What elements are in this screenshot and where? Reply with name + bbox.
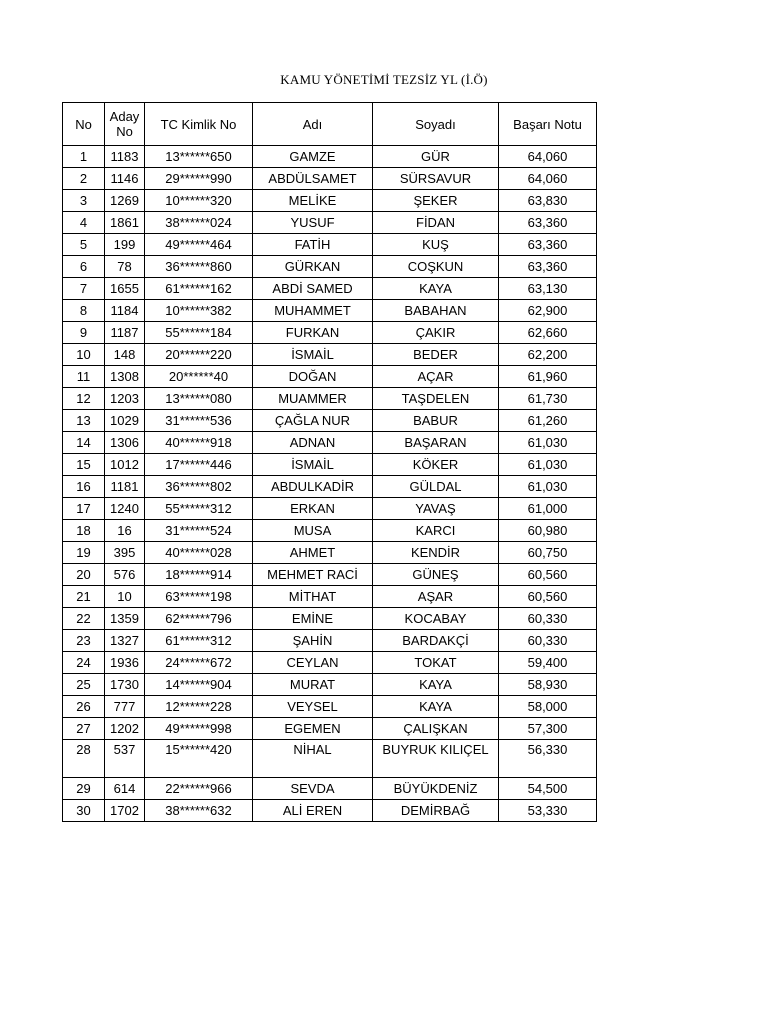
cell-basari-notu: 63,360 bbox=[499, 212, 597, 234]
table-row bbox=[63, 800, 597, 822]
cell-soyadi: ÇAKIR bbox=[373, 322, 499, 344]
table-row bbox=[63, 432, 597, 454]
cell-basari-notu: 62,660 bbox=[499, 322, 597, 344]
header-tc-kimlik-no: TC Kimlik No bbox=[145, 103, 253, 146]
header-no: No bbox=[63, 103, 105, 146]
table-row bbox=[63, 168, 597, 190]
cell-adi: ŞAHİN bbox=[253, 630, 373, 652]
cell-tc-kimlik-no: 38******632 bbox=[145, 800, 253, 822]
cell-basari-notu: 63,830 bbox=[499, 190, 597, 212]
cell-no: 17 bbox=[63, 498, 105, 520]
cell-basari-notu: 60,750 bbox=[499, 542, 597, 564]
cell-no: 13 bbox=[63, 410, 105, 432]
cell-no: 4 bbox=[63, 212, 105, 234]
cell-no: 19 bbox=[63, 542, 105, 564]
cell-no: 8 bbox=[63, 300, 105, 322]
cell-tc-kimlik-no: 20******220 bbox=[145, 344, 253, 366]
cell-tc-kimlik-no: 63******198 bbox=[145, 586, 253, 608]
cell-basari-notu: 54,500 bbox=[499, 778, 597, 800]
cell-soyadi: YAVAŞ bbox=[373, 498, 499, 520]
cell-soyadi: TOKAT bbox=[373, 652, 499, 674]
cell-basari-notu: 64,060 bbox=[499, 146, 597, 168]
cell-adi: VEYSEL bbox=[253, 696, 373, 718]
cell-basari-notu: 64,060 bbox=[499, 168, 597, 190]
cell-tc-kimlik-no: 36******802 bbox=[145, 476, 253, 498]
cell-basari-notu: 61,000 bbox=[499, 498, 597, 520]
cell-soyadi: KUŞ bbox=[373, 234, 499, 256]
cell-aday-no: 10 bbox=[105, 586, 145, 608]
cell-adi: ADNAN bbox=[253, 432, 373, 454]
table-row bbox=[63, 608, 597, 630]
table-row bbox=[63, 586, 597, 608]
cell-basari-notu: 61,030 bbox=[499, 432, 597, 454]
header-adi: Adı bbox=[253, 103, 373, 146]
cell-aday-no: 1730 bbox=[105, 674, 145, 696]
cell-soyadi: BUYRUK KILIÇEL bbox=[373, 740, 499, 778]
cell-soyadi: BABUR bbox=[373, 410, 499, 432]
cell-adi: EGEMEN bbox=[253, 718, 373, 740]
cell-tc-kimlik-no: 17******446 bbox=[145, 454, 253, 476]
cell-no: 10 bbox=[63, 344, 105, 366]
cell-no: 11 bbox=[63, 366, 105, 388]
table-row bbox=[63, 778, 597, 800]
cell-soyadi: GÜNEŞ bbox=[373, 564, 499, 586]
table-row bbox=[63, 564, 597, 586]
cell-adi: MİTHAT bbox=[253, 586, 373, 608]
table-row bbox=[63, 344, 597, 366]
cell-no: 30 bbox=[63, 800, 105, 822]
cell-basari-notu: 60,560 bbox=[499, 586, 597, 608]
table-row bbox=[63, 740, 597, 778]
cell-no: 9 bbox=[63, 322, 105, 344]
cell-tc-kimlik-no: 15******420 bbox=[145, 740, 253, 778]
cell-soyadi: BÜYÜKDENİZ bbox=[373, 778, 499, 800]
cell-aday-no: 1203 bbox=[105, 388, 145, 410]
cell-no: 12 bbox=[63, 388, 105, 410]
cell-tc-kimlik-no: 13******650 bbox=[145, 146, 253, 168]
header-basari-notu: Başarı Notu bbox=[499, 103, 597, 146]
cell-soyadi: KENDİR bbox=[373, 542, 499, 564]
cell-basari-notu: 63,360 bbox=[499, 256, 597, 278]
cell-tc-kimlik-no: 40******028 bbox=[145, 542, 253, 564]
cell-aday-no: 1655 bbox=[105, 278, 145, 300]
table-row bbox=[63, 388, 597, 410]
cell-aday-no: 1359 bbox=[105, 608, 145, 630]
cell-adi: ÇAĞLA NUR bbox=[253, 410, 373, 432]
cell-soyadi: AÇAR bbox=[373, 366, 499, 388]
cell-adi: AHMET bbox=[253, 542, 373, 564]
cell-adi: FATİH bbox=[253, 234, 373, 256]
cell-tc-kimlik-no: 36******860 bbox=[145, 256, 253, 278]
cell-tc-kimlik-no: 55******312 bbox=[145, 498, 253, 520]
header-aday-line2: No bbox=[116, 124, 133, 139]
table-row bbox=[63, 498, 597, 520]
cell-aday-no: 1936 bbox=[105, 652, 145, 674]
cell-no: 22 bbox=[63, 608, 105, 630]
cell-basari-notu: 60,330 bbox=[499, 608, 597, 630]
cell-no: 28 bbox=[63, 740, 105, 778]
cell-tc-kimlik-no: 10******320 bbox=[145, 190, 253, 212]
cell-aday-no: 1240 bbox=[105, 498, 145, 520]
cell-adi: ERKAN bbox=[253, 498, 373, 520]
cell-aday-no: 1184 bbox=[105, 300, 145, 322]
cell-adi: DOĞAN bbox=[253, 366, 373, 388]
cell-basari-notu: 60,330 bbox=[499, 630, 597, 652]
cell-adi: MUSA bbox=[253, 520, 373, 542]
cell-no: 5 bbox=[63, 234, 105, 256]
cell-tc-kimlik-no: 38******024 bbox=[145, 212, 253, 234]
cell-aday-no: 1187 bbox=[105, 322, 145, 344]
cell-adi: MUHAMMET bbox=[253, 300, 373, 322]
table-row bbox=[63, 410, 597, 432]
header-aday-line1: Aday bbox=[109, 109, 140, 124]
table-row bbox=[63, 190, 597, 212]
cell-soyadi: FİDAN bbox=[373, 212, 499, 234]
cell-adi: İSMAİL bbox=[253, 454, 373, 476]
table-row bbox=[63, 674, 597, 696]
table-row bbox=[63, 300, 597, 322]
cell-aday-no: 1183 bbox=[105, 146, 145, 168]
cell-soyadi: KOCABAY bbox=[373, 608, 499, 630]
cell-no: 21 bbox=[63, 586, 105, 608]
cell-no: 24 bbox=[63, 652, 105, 674]
cell-adi: CEYLAN bbox=[253, 652, 373, 674]
cell-no: 7 bbox=[63, 278, 105, 300]
cell-tc-kimlik-no: 20******40 bbox=[145, 366, 253, 388]
cell-basari-notu: 61,730 bbox=[499, 388, 597, 410]
cell-tc-kimlik-no: 49******998 bbox=[145, 718, 253, 740]
cell-tc-kimlik-no: 31******536 bbox=[145, 410, 253, 432]
table-row bbox=[63, 212, 597, 234]
cell-no: 20 bbox=[63, 564, 105, 586]
cell-aday-no: 576 bbox=[105, 564, 145, 586]
cell-aday-no: 1308 bbox=[105, 366, 145, 388]
cell-tc-kimlik-no: 29******990 bbox=[145, 168, 253, 190]
cell-tc-kimlik-no: 10******382 bbox=[145, 300, 253, 322]
cell-adi: GÜRKAN bbox=[253, 256, 373, 278]
cell-aday-no: 1012 bbox=[105, 454, 145, 476]
cell-aday-no: 1029 bbox=[105, 410, 145, 432]
cell-adi: ALİ EREN bbox=[253, 800, 373, 822]
cell-tc-kimlik-no: 12******228 bbox=[145, 696, 253, 718]
cell-soyadi: BEDER bbox=[373, 344, 499, 366]
cell-soyadi: COŞKUN bbox=[373, 256, 499, 278]
cell-adi: İSMAİL bbox=[253, 344, 373, 366]
cell-adi: EMİNE bbox=[253, 608, 373, 630]
cell-tc-kimlik-no: 22******966 bbox=[145, 778, 253, 800]
cell-aday-no: 78 bbox=[105, 256, 145, 278]
cell-basari-notu: 60,560 bbox=[499, 564, 597, 586]
table-row bbox=[63, 146, 597, 168]
cell-soyadi: GÜLDAL bbox=[373, 476, 499, 498]
cell-adi: SEVDA bbox=[253, 778, 373, 800]
cell-soyadi: TAŞDELEN bbox=[373, 388, 499, 410]
table-row bbox=[63, 256, 597, 278]
cell-soyadi: AŞAR bbox=[373, 586, 499, 608]
cell-no: 25 bbox=[63, 674, 105, 696]
cell-tc-kimlik-no: 62******796 bbox=[145, 608, 253, 630]
cell-basari-notu: 60,980 bbox=[499, 520, 597, 542]
header-aday-no bbox=[105, 103, 145, 146]
cell-adi: MEHMET RACİ bbox=[253, 564, 373, 586]
cell-aday-no: 1269 bbox=[105, 190, 145, 212]
table-row bbox=[63, 630, 597, 652]
cell-soyadi: BARDAKÇİ bbox=[373, 630, 499, 652]
cell-tc-kimlik-no: 40******918 bbox=[145, 432, 253, 454]
cell-no: 2 bbox=[63, 168, 105, 190]
cell-adi: MELİKE bbox=[253, 190, 373, 212]
cell-basari-notu: 61,260 bbox=[499, 410, 597, 432]
cell-tc-kimlik-no: 14******904 bbox=[145, 674, 253, 696]
cell-basari-notu: 63,130 bbox=[499, 278, 597, 300]
cell-aday-no: 16 bbox=[105, 520, 145, 542]
cell-no: 6 bbox=[63, 256, 105, 278]
table-body bbox=[63, 146, 597, 822]
cell-adi: GAMZE bbox=[253, 146, 373, 168]
cell-basari-notu: 53,330 bbox=[499, 800, 597, 822]
cell-tc-kimlik-no: 31******524 bbox=[145, 520, 253, 542]
cell-basari-notu: 56,330 bbox=[499, 740, 597, 778]
cell-no: 15 bbox=[63, 454, 105, 476]
cell-tc-kimlik-no: 55******184 bbox=[145, 322, 253, 344]
table-header bbox=[63, 103, 597, 146]
cell-basari-notu: 58,930 bbox=[499, 674, 597, 696]
cell-aday-no: 537 bbox=[105, 740, 145, 778]
cell-soyadi: GÜR bbox=[373, 146, 499, 168]
cell-no: 29 bbox=[63, 778, 105, 800]
cell-no: 14 bbox=[63, 432, 105, 454]
cell-tc-kimlik-no: 61******312 bbox=[145, 630, 253, 652]
cell-adi: ABDÜLSAMET bbox=[253, 168, 373, 190]
cell-adi: FURKAN bbox=[253, 322, 373, 344]
cell-adi: MUAMMER bbox=[253, 388, 373, 410]
table-row bbox=[63, 454, 597, 476]
table-row bbox=[63, 696, 597, 718]
cell-tc-kimlik-no: 49******464 bbox=[145, 234, 253, 256]
cell-basari-notu: 57,300 bbox=[499, 718, 597, 740]
cell-no: 1 bbox=[63, 146, 105, 168]
cell-aday-no: 1202 bbox=[105, 718, 145, 740]
table-row bbox=[63, 476, 597, 498]
cell-adi: ABDİ SAMED bbox=[253, 278, 373, 300]
cell-no: 23 bbox=[63, 630, 105, 652]
cell-aday-no: 1306 bbox=[105, 432, 145, 454]
cell-aday-no: 1146 bbox=[105, 168, 145, 190]
cell-soyadi: KAYA bbox=[373, 696, 499, 718]
cell-no: 18 bbox=[63, 520, 105, 542]
cell-tc-kimlik-no: 61******162 bbox=[145, 278, 253, 300]
cell-aday-no: 1861 bbox=[105, 212, 145, 234]
cell-soyadi: BABAHAN bbox=[373, 300, 499, 322]
table-row bbox=[63, 322, 597, 344]
cell-no: 26 bbox=[63, 696, 105, 718]
cell-no: 16 bbox=[63, 476, 105, 498]
cell-adi: NİHAL bbox=[253, 740, 373, 778]
header-row bbox=[63, 103, 597, 146]
results-table bbox=[62, 102, 597, 822]
document-title: KAMU YÖNETİMİ TEZSİZ YL (İ.Ö) bbox=[280, 72, 488, 87]
cell-aday-no: 1702 bbox=[105, 800, 145, 822]
cell-no: 3 bbox=[63, 190, 105, 212]
cell-adi: YUSUF bbox=[253, 212, 373, 234]
cell-soyadi: DEMİRBAĞ bbox=[373, 800, 499, 822]
cell-basari-notu: 59,400 bbox=[499, 652, 597, 674]
cell-aday-no: 395 bbox=[105, 542, 145, 564]
cell-tc-kimlik-no: 24******672 bbox=[145, 652, 253, 674]
cell-soyadi: ÇALIŞKAN bbox=[373, 718, 499, 740]
cell-basari-notu: 58,000 bbox=[499, 696, 597, 718]
table-row bbox=[63, 718, 597, 740]
cell-adi: ABDULKADİR bbox=[253, 476, 373, 498]
cell-aday-no: 148 bbox=[105, 344, 145, 366]
table-row bbox=[63, 520, 597, 542]
cell-aday-no: 1327 bbox=[105, 630, 145, 652]
cell-aday-no: 1181 bbox=[105, 476, 145, 498]
table-row bbox=[63, 652, 597, 674]
cell-soyadi: KARCI bbox=[373, 520, 499, 542]
cell-soyadi: KÖKER bbox=[373, 454, 499, 476]
cell-basari-notu: 63,360 bbox=[499, 234, 597, 256]
cell-soyadi: SÜRSAVUR bbox=[373, 168, 499, 190]
cell-aday-no: 777 bbox=[105, 696, 145, 718]
header-soyadi: Soyadı bbox=[373, 103, 499, 146]
cell-basari-notu: 61,960 bbox=[499, 366, 597, 388]
cell-basari-notu: 62,900 bbox=[499, 300, 597, 322]
cell-aday-no: 199 bbox=[105, 234, 145, 256]
cell-basari-notu: 61,030 bbox=[499, 454, 597, 476]
cell-soyadi: BAŞARAN bbox=[373, 432, 499, 454]
table-row bbox=[63, 366, 597, 388]
cell-adi: MURAT bbox=[253, 674, 373, 696]
cell-soyadi: ŞEKER bbox=[373, 190, 499, 212]
cell-soyadi: KAYA bbox=[373, 278, 499, 300]
cell-no: 27 bbox=[63, 718, 105, 740]
cell-soyadi: KAYA bbox=[373, 674, 499, 696]
cell-basari-notu: 62,200 bbox=[499, 344, 597, 366]
table-row bbox=[63, 278, 597, 300]
cell-aday-no: 614 bbox=[105, 778, 145, 800]
table-row bbox=[63, 234, 597, 256]
cell-basari-notu: 61,030 bbox=[499, 476, 597, 498]
cell-tc-kimlik-no: 18******914 bbox=[145, 564, 253, 586]
table-row bbox=[63, 542, 597, 564]
cell-tc-kimlik-no: 13******080 bbox=[145, 388, 253, 410]
